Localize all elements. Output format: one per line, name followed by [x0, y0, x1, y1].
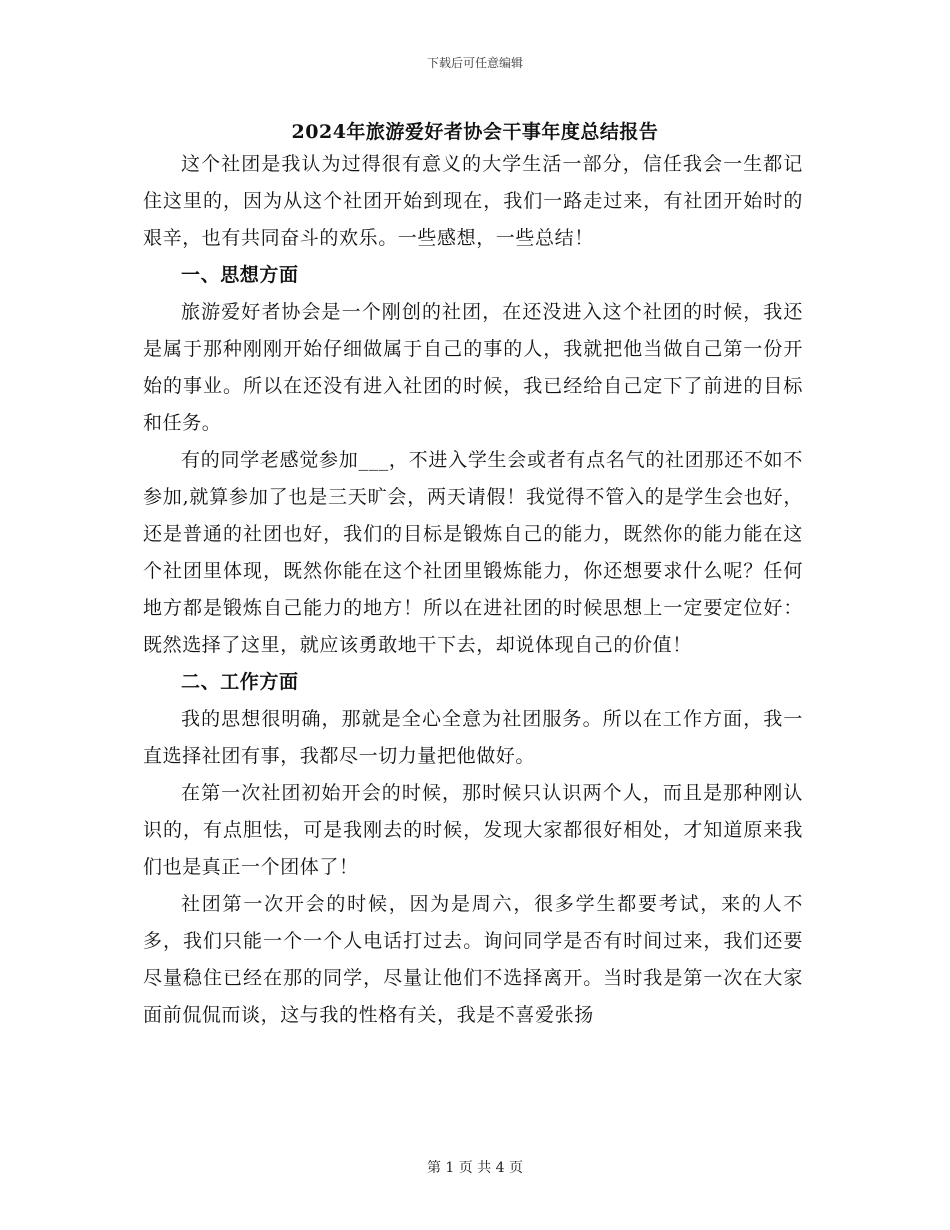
body-paragraph: 有的同学老感觉参加___，不进入学生会或者有点名气的社团那还不如不参加,就算参加了也是三天旷会，两天请假！我觉得不管入的是学生会也好，还是普通的社团也好，我们的目标是锻炼自己的能力，既然你的能力能在这个社团里体现，既然你能在这个社团里锻炼能力，你还想要求什么呢？任何地方都是锻炼自己能力的地方！所以在进社团的时候思想上一定要定位好：既然选择了这里，就应该勇敢地干下去，却说体现自己的价值！ — [143, 449, 803, 656]
page-footer: 第 1 页 共 4 页 — [426, 1160, 524, 1176]
body-paragraph: 我的思想很明确，那就是全心全意为社团服务。所以在工作方面，我一直选择社团有事，我都尽一切力量把他做好。 — [143, 708, 803, 767]
intro-paragraph: 这个社团是我认为过得很有意义的大学生活一部分，信任我会一生都记住这里的，因为从这个社团开始到现在，我们一路走过来，有社团开始时的艰辛，也有共同奋斗的欢乐。一些感想，一些总结！ — [143, 153, 803, 249]
section-heading-thought: 一、思想方面 — [181, 264, 299, 286]
body-paragraph: 在第一次社团初始开会的时候，那时候只认识两个人，而且是那种刚认识的，有点胆怯，可是我刚去的时候，发现大家都很好相处，才知道原来我们也是真正一个团体了！ — [143, 782, 803, 878]
section-heading-work: 二、工作方面 — [181, 671, 299, 693]
body-paragraph: 社团第一次开会的时候，因为是周六，很多学生都要考试，来的人不多，我们只能一个一个人电话打过去。询问同学是否有时间过来，我们还要尽量稳住已经在那的同学，尽量让他们不选择离开。当时我是第一次在大家面前侃侃而谈，这与我的性格有关，我是不喜爱张扬 — [143, 893, 803, 1026]
body-paragraph: 旅游爱好者协会是一个刚创的社团，在还没进入这个社团的时候，我还是属于那种刚刚开始仔细做属于自己的事的人，我就把他当做自己第一份开始的事业。所以在还没有进入社团的时候，我已经给自己定下了前进的目标和任务。 — [143, 301, 803, 434]
document-title: 2024年旅游爱好者协会干事年度总结报告 — [291, 121, 659, 143]
header-note: 下载后可任意编辑 — [426, 56, 523, 70]
document-body — [143, 146, 803, 1034]
